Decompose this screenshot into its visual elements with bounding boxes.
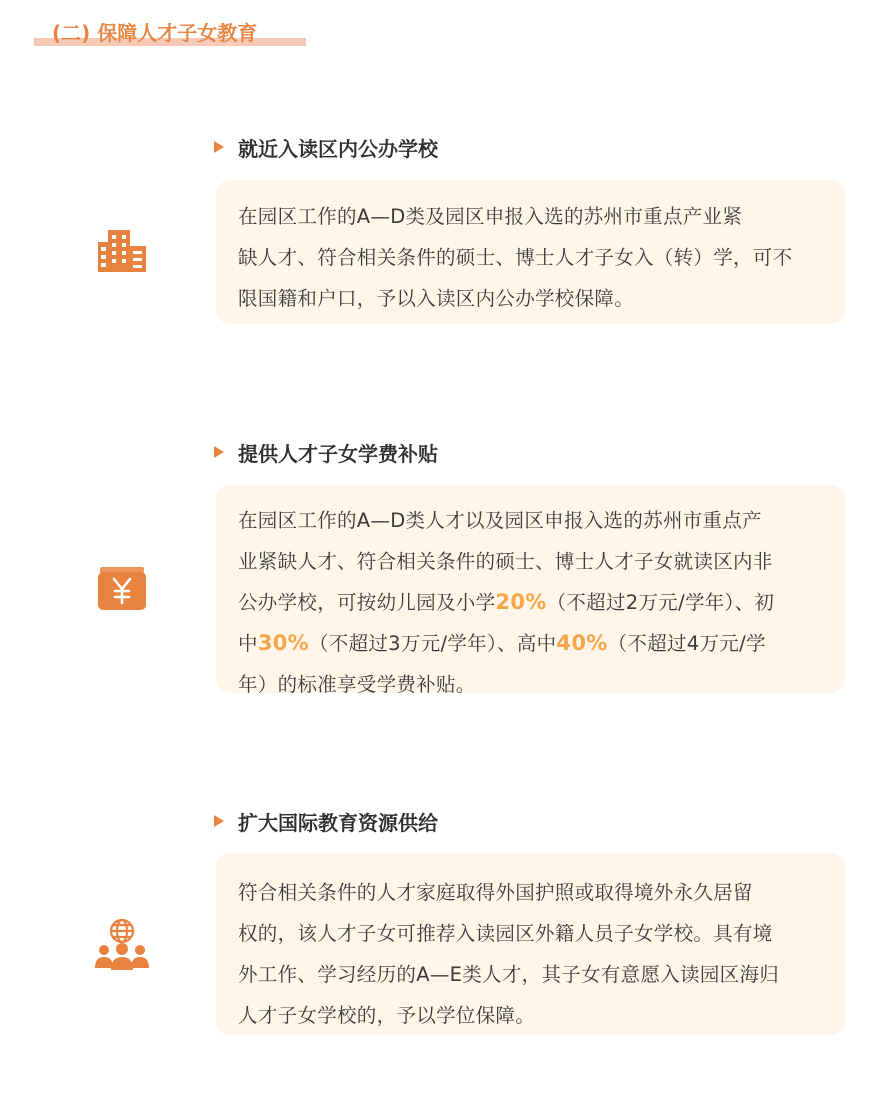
triangle-bullet-icon (214, 446, 224, 458)
item-heading-text: 提供人才子女学费补贴 (238, 441, 438, 466)
building-icon (98, 228, 146, 274)
card-international-education (216, 853, 845, 1035)
item-heading-text: 扩大国际教育资源供给 (238, 810, 438, 835)
card-line: 符合相关条件的人才家庭取得外国护照或取得境外永久居留 (238, 881, 753, 904)
text-segment: （不超过4万元/学 (607, 632, 766, 655)
text-segment: （不超过2万元/学年）、初 (546, 591, 775, 614)
card-line: 限国籍和户口，予以入读区内公办学校保障。 (238, 287, 635, 310)
card-tuition-subsidy (216, 485, 845, 696)
card-line (238, 623, 821, 664)
text-segment: 公办学校，可按幼儿园及小学 (238, 591, 496, 614)
section-title-text: (二) 保障人才子女教育 (52, 21, 258, 45)
text-segment: 中 (238, 632, 258, 655)
yuan-wallet-icon (98, 565, 146, 611)
card-line: 在园区工作的A—D类人才以及园区申报入选的苏州市重点产 (238, 509, 762, 532)
card-public-school (216, 180, 845, 324)
item-heading-tuition-subsidy (214, 437, 438, 467)
card-line: 权的，该人才子女可推荐入读园区外籍人员子女学校。具有境 (238, 922, 773, 945)
text-segment: （不超过3万元/学年）、高中 (308, 632, 557, 655)
triangle-bullet-icon (214, 141, 224, 153)
item-heading-international-education (214, 806, 438, 836)
triangle-bullet-icon (214, 815, 224, 827)
section-title (34, 18, 306, 48)
item-heading-public-school (214, 132, 438, 162)
card-line: 业紧缺人才、符合相关条件的硕士、博士人才子女就读区内非 (238, 550, 773, 573)
card-line: 缺人才、符合相关条件的硕士、博士人才子女入（转）学，可不 (238, 246, 793, 269)
card-line: 在园区工作的A—D类及园区申报入选的苏州市重点产业紧 (238, 205, 743, 228)
card-line: 年）的标准享受学费补贴。 (238, 673, 476, 696)
globe-people-icon (95, 918, 149, 970)
card-line (238, 582, 821, 623)
highlight-30-percent: 30% (257, 631, 309, 655)
item-heading-text: 就近入读区内公办学校 (238, 136, 438, 161)
highlight-40-percent: 40% (556, 631, 608, 655)
card-line: 外工作、学习经历的A—E类人才，其子女有意愿入读园区海归 (238, 963, 780, 986)
card-line: 人才子女学校的，予以学位保障。 (238, 1004, 536, 1027)
highlight-20-percent: 20% (495, 590, 547, 614)
